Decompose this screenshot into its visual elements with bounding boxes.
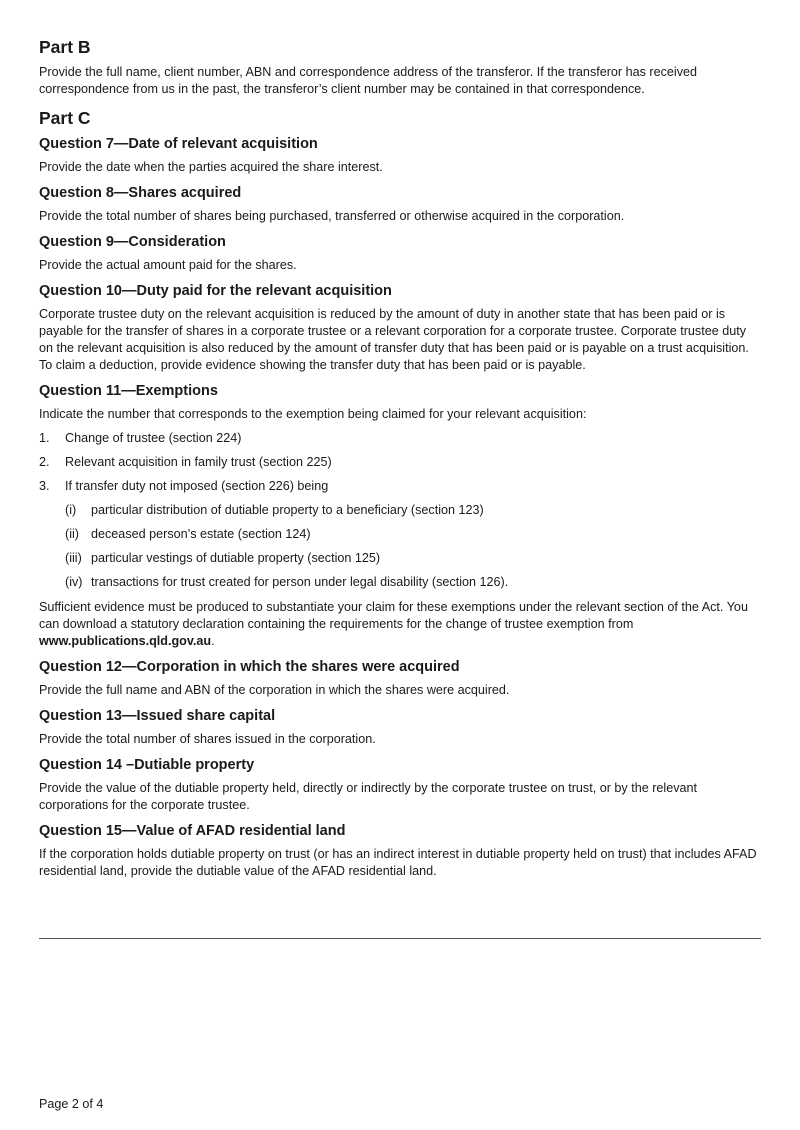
question-11-section — [39, 382, 761, 650]
question-7-text: Provide the date when the parties acquired the share interest. — [39, 160, 383, 174]
sublist-item-number: (i) — [65, 503, 77, 517]
sublist-item-text: transactions for trust created for person under legal disability (section 126). — [91, 575, 509, 589]
sublist-item-number: (iv) — [65, 575, 83, 589]
publications-link[interactable]: www.publications.qld.gov.au — [39, 634, 212, 648]
question-11-heading: Question 11—Exemptions — [39, 383, 218, 399]
sublist-item-text: particular vestings of dutiable property (section 125) — [91, 551, 381, 565]
list-item — [39, 430, 761, 447]
exemptions-sublist — [39, 502, 761, 591]
question-11-outro-end: . — [211, 634, 215, 648]
document-body — [39, 36, 761, 888]
question-9-heading: Question 9—Consideration — [39, 234, 226, 250]
question-11-outro — [39, 599, 761, 650]
question-15-text: If the corporation holds dutiable property on trust (or has an indirect interest in dutiable property held on trust) that includes AFAD residential land, provide the dutiable value of the AFAD residential land. — [39, 847, 757, 878]
question-15-section — [39, 822, 761, 880]
question-12-text: Provide the full name and ABN of the corporation in which the shares were acquired. — [39, 683, 510, 697]
question-14-section — [39, 756, 761, 814]
exemptions-list — [39, 430, 761, 495]
list-item-text: Relevant acquisition in family trust (section 225) — [65, 455, 332, 469]
question-13-heading: Question 13—Issued share capital — [39, 708, 276, 724]
question-14-text: Provide the value of the dutiable property held, directly or indirectly by the corporate trustee on trust, or by the relevant corporations for the corporate trustee. — [39, 781, 698, 812]
part-b-heading: Part B — [39, 37, 91, 57]
list-item-text: Change of trustee (section 224) — [65, 431, 242, 445]
sublist-item-number: (ii) — [65, 527, 79, 541]
question-9-section — [39, 233, 761, 274]
sublist-item — [65, 502, 761, 519]
question-13-text: Provide the total number of shares issued in the corporation. — [39, 732, 376, 746]
question-8-text: Provide the total number of shares being purchased, transferred or otherwise acquired in the corporation. — [39, 209, 625, 223]
question-13-section — [39, 707, 761, 748]
question-9-text: Provide the actual amount paid for the shares. — [39, 258, 297, 272]
list-item-number: 3. — [39, 479, 50, 493]
list-item-number: 1. — [39, 431, 50, 445]
page-number: Page 2 of 4 — [39, 1097, 104, 1111]
sublist-item — [65, 550, 761, 567]
question-12-section — [39, 658, 761, 699]
part-c-heading: Part C — [39, 108, 91, 128]
question-7-heading: Question 7—Date of relevant acquisition — [39, 136, 318, 152]
question-11-outro-text: Sufficient evidence must be produced to substantiate your claim for these exemptions under the relevant section of the Act. You can download a statutory declaration containing the requirements for the change of trustee exemption from — [39, 600, 748, 631]
question-11-intro: Indicate the number that corresponds to the exemption being claimed for your relevant acquisition: — [39, 407, 587, 421]
question-14-heading: Question 14 –Dutiable property — [39, 757, 255, 773]
sublist-item-text: particular distribution of dutiable property to a beneficiary (section 123) — [91, 503, 484, 517]
list-item — [39, 454, 761, 471]
question-8-section — [39, 184, 761, 225]
list-item-text: If transfer duty not imposed (section 226) being — [65, 479, 329, 493]
sublist-item-number: (iii) — [65, 551, 82, 565]
question-10-section — [39, 282, 761, 374]
section-divider — [39, 938, 761, 939]
question-10-text: Corporate trustee duty on the relevant acquisition is reduced by the amount of duty in another state that has been paid or is payable for the transfer of shares in a corporate trustee or a relevant corporation for a corporate trustee. Corporate trustee duty on the relevant acquisition is also reduced by the amount of transfer duty that has been paid or is payable on a trust acquisition. To claim a deduction, provide evidence showing the transfer duty that has been paid or is payable. — [39, 307, 749, 372]
question-8-heading: Question 8—Shares acquired — [39, 185, 242, 201]
sublist-item — [65, 526, 761, 543]
question-10-heading: Question 10—Duty paid for the relevant acquisition — [39, 283, 392, 299]
sublist-item-text: deceased person’s estate (section 124) — [91, 527, 311, 541]
question-15-heading: Question 15—Value of AFAD residential land — [39, 823, 346, 839]
question-12-heading: Question 12—Corporation in which the shares were acquired — [39, 659, 460, 675]
list-item — [39, 478, 761, 495]
part-b-text: Provide the full name, client number, ABN and correspondence address of the transferor. If the transferor has received correspondence from us in the past, the transferor’s client number may be contained in that correspondence. — [39, 65, 698, 96]
part-b-section — [39, 36, 761, 98]
sublist-item — [65, 574, 761, 591]
question-7-section — [39, 135, 761, 176]
list-item-number: 2. — [39, 455, 50, 469]
